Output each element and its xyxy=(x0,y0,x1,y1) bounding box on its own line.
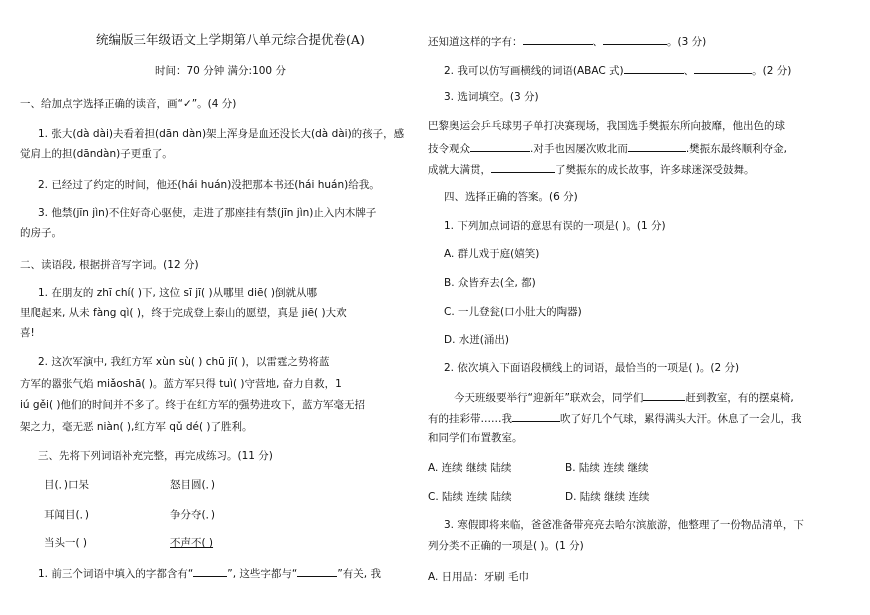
s3-passage-text-b3: .樊振东最终顺利夺金, xyxy=(685,143,788,155)
s2-passage-2-line-1: 2. 这次军演中, 我红方军 xùn sù( ) chū jī( )，以雷霆之势将蓝 xyxy=(38,356,330,368)
s2-passage-1-line-2: 里爬起来, 从未 fàng qì( )，终于完成登上泰山的愿望，真是 jiē( )大欢 xyxy=(20,307,347,319)
s4-q1-option-d: D. 水迸(涌出) xyxy=(444,334,509,346)
s1-question-2: 2. 已经过了约定的时间，他还(hái huán)没把那本书还(hái huán)给我。 xyxy=(38,179,380,191)
blank-line[interactable] xyxy=(628,140,686,152)
time-score-line: 时间：70 分钟 满分:100 分 xyxy=(155,65,286,77)
s3-passage-text-b2: .对手也因屡次败北而 xyxy=(530,143,628,155)
s3-question-3: 3. 选词填空。(3 分) xyxy=(444,91,539,103)
s2-passage-2-line-3: iú gěi( )他们的时间并不多了。终于在红方军的强势进攻下，蓝方军毫无招 xyxy=(20,399,365,411)
s3-q1-text-b: ”, 这些字都与“ xyxy=(227,568,298,580)
s4-q2-text-b2: 吹了好几个气球，累得满头大汗。休息了一会儿，我 xyxy=(560,413,802,425)
s3-passage-line-2 xyxy=(428,140,787,156)
blank-line[interactable] xyxy=(193,565,227,577)
blank-line[interactable] xyxy=(491,161,555,173)
s3-question-1-continued: 还知道这样的字有： 、 。(3 分) xyxy=(428,33,706,49)
blank-line[interactable] xyxy=(624,62,684,74)
s3-question-1 xyxy=(38,565,381,581)
s4-q2-option-c: C. 陆续 连续 陆续 xyxy=(428,491,512,503)
s4-q2-text-b1: 有的挂彩带……我 xyxy=(428,413,512,425)
s4-q2-option-d: D. 陆续 继续 连续 xyxy=(565,491,650,503)
section-2-heading: 二、读语段, 根据拼音写字词。(12 分) xyxy=(20,259,199,271)
s3-word-2: 怒目圆(．) xyxy=(170,479,215,491)
s4-q2-text-a2: 赶到教室，有的摆桌椅, xyxy=(685,392,794,404)
s1-question-3-line-2: 的房子。 xyxy=(20,227,62,239)
s3-question-2: 2. 我可以仿写画横线的词语(ABAC 式) 、 。(2 分) xyxy=(444,62,791,78)
s2-passage-2-line-2: 方军的嚣张气焰 miǎoshā( )。蓝方军只得 tuì( )守营地, 奋力自救，1 xyxy=(20,378,342,390)
blank-line[interactable] xyxy=(643,389,685,401)
s4-q2-option-b: B. 陆续 连续 继续 xyxy=(565,462,649,474)
s3-passage-text-c: 成就大满贯， xyxy=(428,164,491,176)
s4-question-3-line-1: 3. 寒假即将来临，爸爸准备带亮亮去哈尔滨旅游，他整理了一份物品清单，下 xyxy=(444,519,804,531)
s4-q1-option-c: C. 一儿登瓮(口小肚大的陶器) xyxy=(444,306,582,318)
s4-q2-passage-line-1 xyxy=(454,389,794,405)
s4-q2-option-a: A. 连续 继续 陆续 xyxy=(428,462,512,474)
blank-line[interactable] xyxy=(512,410,560,422)
s1-question-1-line-1: 1. 张大(dà dài)夫看着担(dān dàn)架上浑身是血还没长大(dà dài)的孩子，感 xyxy=(38,128,405,140)
s3-passage-text-b1: 技令观众 xyxy=(428,143,470,155)
s3-word-3: 耳闻目(．) xyxy=(44,509,89,521)
s4-q1-option-a: A. 群儿戏于庭(嬉笑) xyxy=(444,248,540,260)
section-4-heading: 四、选择正确的答案。(6 分) xyxy=(444,191,578,203)
s4-q2-passage-line-2 xyxy=(428,410,802,426)
blank-line[interactable] xyxy=(470,140,530,152)
s3-q2-text: 2. 我可以仿写画横线的词语(ABAC 式) xyxy=(444,65,624,77)
s2-passage-1-line-1: 1. 在朋友的 zhī chí( )下, 这位 sī jī( )从哪里 diē( )倒就从哪 xyxy=(38,287,318,299)
s4-q2-passage-line-3: 和同学们布置教室。 xyxy=(428,432,523,444)
blank-line[interactable] xyxy=(523,33,593,45)
blank-line[interactable] xyxy=(603,33,667,45)
s1-question-1-line-2: 觉肩上的担(dāndàn)子更重了。 xyxy=(20,148,173,160)
s2-passage-1-line-3: 喜! xyxy=(20,327,35,339)
s4-question-1: 1. 下列加点词语的意思有误的一项是( )。(1 分) xyxy=(444,220,666,232)
s3-word-1: 目(．)口呆 xyxy=(44,479,89,491)
s4-question-2: 2. 依次填入下面语段横线上的词语，最恰当的一项是( )。(2 分) xyxy=(444,362,740,374)
s3-passage-line-1: 巴黎奥运会乒乓球男子单打决赛现场，我国选手樊振东所向披靡，他出色的球 xyxy=(428,120,785,132)
s4-q2-text-a1: 今天班级要举行“迎新年”联欢会，同学们 xyxy=(454,392,644,404)
s4-q1-option-b: B. 众皆弃去(全, 都) xyxy=(444,277,536,289)
s1-question-3-line-1: 3. 他禁(jīn jìn)不住好奇心驱使，走进了那座挂有禁(jīn jìn)止入内木牌子 xyxy=(38,207,377,219)
blank-line[interactable] xyxy=(297,565,337,577)
s3-q1-end-text: 。(3 分) xyxy=(667,36,707,48)
s4-question-3-line-2: 列分类不正确的一项是( )。(1 分) xyxy=(428,540,584,552)
s3-passage-text-c2: 了樊振东的成长故事，许多球迷深受鼓舞。 xyxy=(555,164,755,176)
exam-title: 统编版三年级语文上学期第八单元综合提优卷(A) xyxy=(96,32,365,47)
s3-passage-line-3 xyxy=(428,161,755,177)
s2-passage-2-line-4: 架之力，毫无恶 niàn( ),红方军 qǔ dé( )了胜利。 xyxy=(20,421,253,433)
section-1-heading: 一、给加点字选择正确的读音，画“✓”。(4 分) xyxy=(20,98,237,110)
s3-word-5: 当头一( ) xyxy=(44,537,88,549)
section-3-heading: 三、先将下列词语补充完整，再完成练习。(11 分) xyxy=(38,450,273,462)
s3-q1-cont-text: 还知道这样的字有： xyxy=(428,36,523,48)
s3-word-6-underlined: 不声不( ) xyxy=(170,537,214,549)
s4-q3-option-a: A. 日用品：牙刷 毛巾 xyxy=(428,571,530,583)
blank-line[interactable] xyxy=(694,62,752,74)
s3-q2-end-text: 。(2 分) xyxy=(752,65,792,77)
s3-q1-text-a: 1. 前三个词语中填入的字都含有“ xyxy=(38,568,194,580)
s3-q1-text-c: ”有关, 我 xyxy=(337,568,381,580)
s3-word-4: 争分夺(．) xyxy=(170,509,215,521)
